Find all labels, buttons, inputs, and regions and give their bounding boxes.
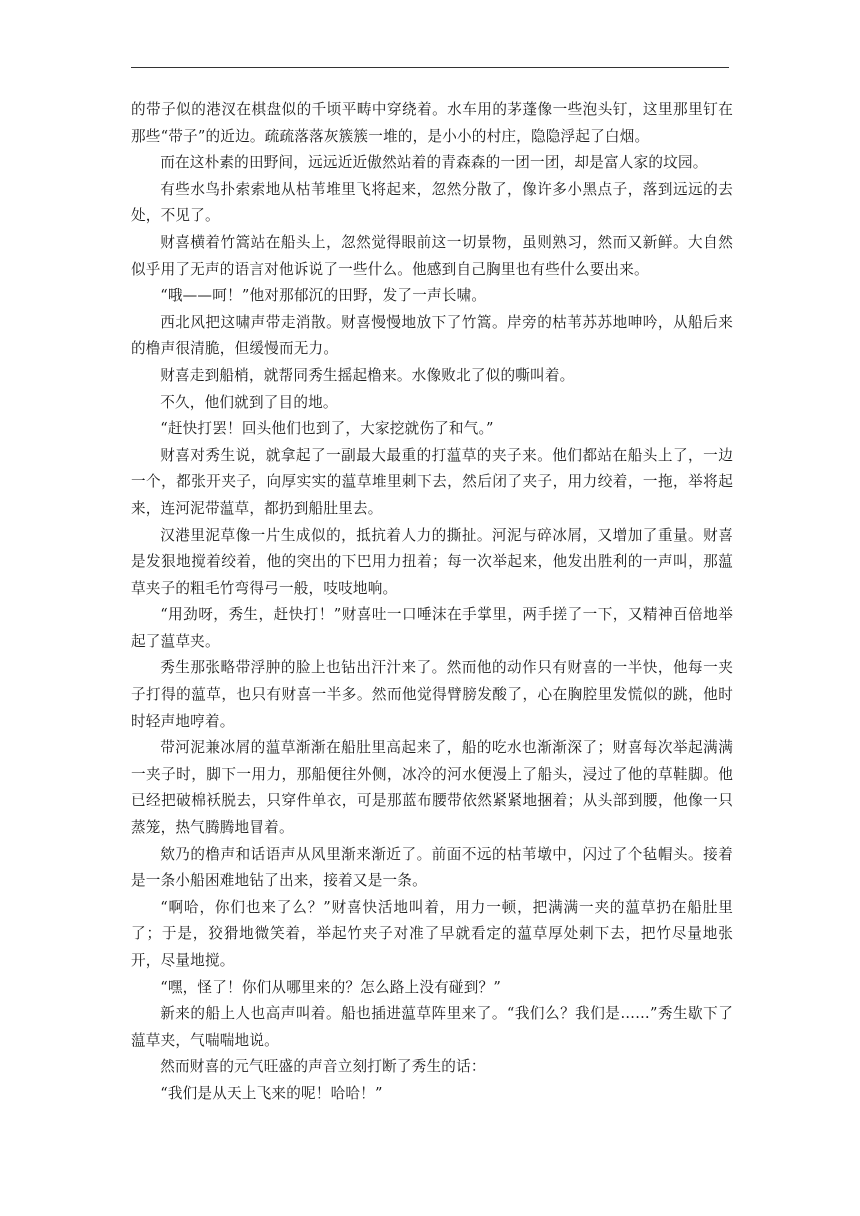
paragraph: 的带子似的港汊在棋盘似的千顷平畴中穿绕着。水车用的茅蓬像一些泡头钉，这里那里钉在那些“带子”的近边。疏疏落落灰簇簇一堆的，是小小的村庄，隐隐浮起了白烟。 [131, 101, 733, 145]
paragraph: 汉港里泥草像一片生成似的，抵抗着人力的撕扯。河泥与碎冰屑，又增加了重量。财喜是发狠地搅着绞着，他的突出的下巴用力扭着；每一次举起来，他发出胜利的一声叫，那蕰草夹子的粗毛竹弯得弓一般，吱吱地响。 [131, 526, 733, 597]
paragraph: 不久，他们就到了目的地。 [160, 393, 338, 411]
paragraph: 财喜走到船梢，就帮同秀生摇起橹来。水像败北了似的嘶叫着。 [160, 366, 575, 384]
paragraph: 欸乃的橹声和话语声从风里渐来渐近了。前面不远的枯苇墩中，闪过了个毡帽头。接着是一条小船困难地钻了出来，接着又是一条。 [131, 845, 733, 890]
paragraph: “哦——呵！”他对那郁沉的田野，发了一声长啸。 [160, 287, 487, 305]
paragraph: 秀生那张略带浮肿的脸上也钻出汗汁来了。然而他的动作只有财喜的一半快，他每一夹子打得的蕰草，也只有财喜一半多。然而他觉得臂膀发酸了，心在胸腔里发慌似的跳，他时时轻声地哼着。 [131, 659, 733, 730]
story-body [131, 97, 733, 1108]
paragraph: “嘿，怪了！你们从哪里来的？怎么路上没有碰到？” [160, 978, 501, 996]
paragraph: 而在这朴素的田野间，远远近近傲然站着的青森森的一团一团，却是富人家的坟园。 [160, 154, 708, 172]
paragraph: 带河泥兼冰屑的蕰草渐渐在船肚里高起来了，船的吃水也渐渐深了；财喜每次举起满满一夹子时，脚下一用力，那船便往外侧，冰冷的河水便漫上了船头，浸过了他的草鞋脚。他已经把破棉袄脱去，只穿件单衣，可是那蓝布腰带依然紧紧地捆着；从头部到腰，他像一只蒸笼，热气腾腾地冒着。 [131, 739, 733, 837]
paragraph: “啊哈，你们也来了么？”财喜快活地叫着，用力一顿，把满满一夹的蕰草扔在船肚里了；于是，狡猾地微笑着，举起竹夹子对准了早就看定的蕰草厚处刺下去，把竹尽量地张开，尽量地搅。 [131, 898, 733, 969]
paragraph: 财喜对秀生说，就拿起了一副最大最重的打蕰草的夹子来。他们都站在船头上了，一边一个，都张开夹子，向厚实实的蕰草堆里刺下去，然后闭了夹子，用力绞着，一拖，举将起来，连河泥带蕰草，都扔到船肚里去。 [131, 446, 733, 517]
header-rule [131, 67, 729, 68]
paragraph: 西北风把这啸声带走消散。财喜慢慢地放下了竹篙。岸旁的枯苇苏苏地呻吟，从船后来的橹声很清脆，但缓慢而无力。 [131, 313, 733, 358]
paragraph: 然而财喜的元气旺盛的声音立刻打断了秀生的话： [160, 1058, 486, 1076]
paragraph: “用劲呀，秀生，赶快打！”财喜吐一口唾沫在手掌里，两手搓了一下，又精神百倍地举起了蕰草夹。 [131, 606, 733, 650]
paragraph: 新来的船上人也高声叫着。船也插进蕰草阵里来了。“我们么？我们是……”秀生歇下了蕰草夹，气喘喘地说。 [131, 1005, 733, 1049]
paragraph: “赶快打罢！回头他们也到了，大家挖就伤了和气。” [160, 420, 494, 438]
paragraph: “我们是从天上飞来的呢！哈哈！” [160, 1084, 383, 1102]
paragraph: 财喜横着竹篙站在船头上，忽然觉得眼前这一切景物，虽则熟习，然而又新鲜。大自然似乎用了无声的语言对他诉说了一些什么。他感到自己胸里也有些什么要出来。 [131, 233, 733, 278]
paragraph: 有些水鸟扑索索地从枯苇堆里飞将起来，忽然分散了，像许多小黑点子，落到远远的去处，不见了。 [131, 180, 733, 225]
